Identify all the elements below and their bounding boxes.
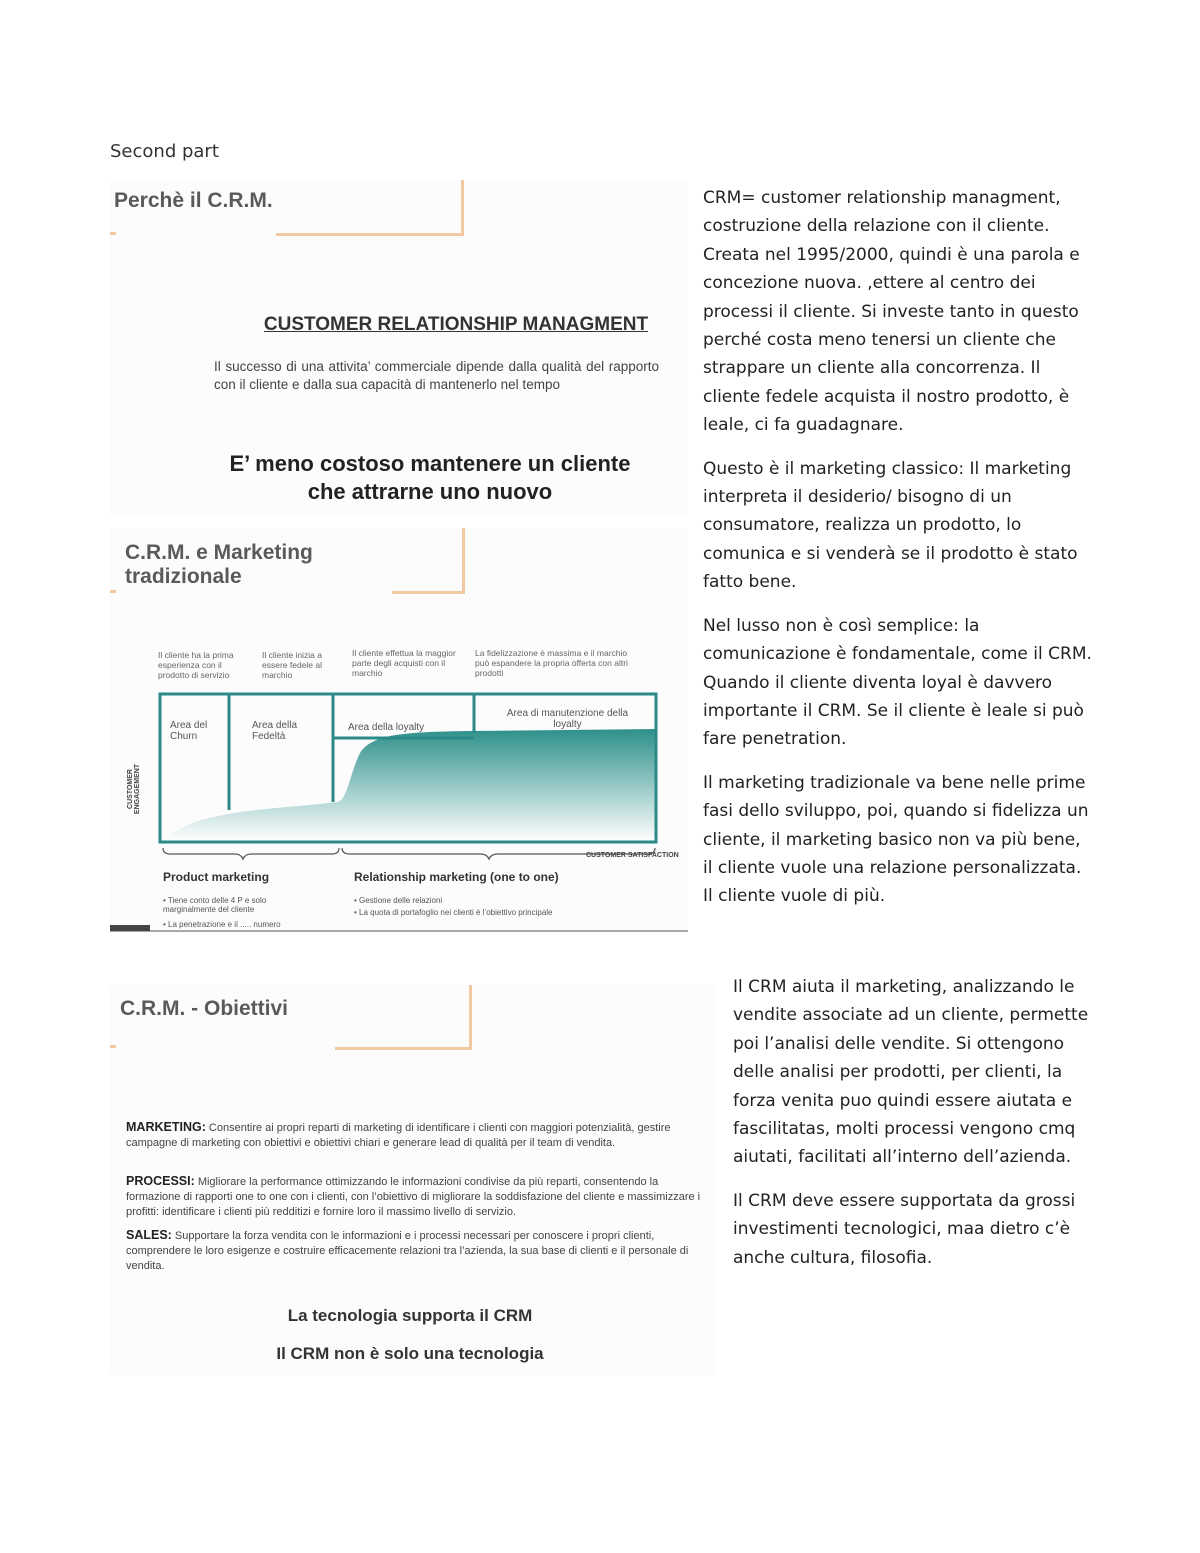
- engagement-curve-area: [165, 729, 656, 841]
- notes-paragraph: Nel lusso non è così semplice: la comunicazione è fondamentale, come il CRM. Quando il cliente diventa loyal è davvero importante il CRM. Se il cliente è leale si può fare penetration.: [703, 615, 1092, 750]
- y-axis-label: CUSTOMER ENGAGEMENT: [127, 763, 141, 815]
- title-bracket-decoration: [276, 180, 464, 236]
- technology-statement-2: Il CRM non è solo una tecnologia: [276, 1344, 544, 1363]
- technology-statement-1: La tecnologia supporta il CRM: [287, 1306, 533, 1325]
- slide-title-line-1: C.R.M. e Marketing: [125, 541, 313, 564]
- area-label-manutenzione: Area di manutenzione della loyalty: [506, 708, 629, 730]
- relationship-marketing-bullet-2: • La quota di portafoglio nei clienti è l’obiettivo principale: [354, 908, 553, 917]
- slide-title-line-2: tradizionale: [125, 565, 242, 588]
- slide-bottom-tab: [110, 925, 150, 931]
- key-message-line-1: E’ meno costoso mantenere un cliente: [229, 451, 631, 476]
- slide-title: Perchè il C.R.M.: [114, 189, 273, 212]
- notes-paragraph: Il CRM deve essere supportata da grossi investimenti tecnologici, maa dietro c’è anche cultura, filosofia.: [733, 1190, 1076, 1268]
- slide-crm-obiettivi: [110, 985, 715, 1375]
- stage-note-3: Il cliente effettua la maggior parte degli acquisti con il marchio: [352, 648, 456, 678]
- product-marketing-bullet-1: • Tiene conto delle 4 P e solo marginalmente del cliente: [163, 896, 267, 914]
- marketing-objective: MARKETING: Consentire ai propri reparti di marketing di identificare i clienti con maggiori potenzialità, gestire campagne di marketing con obiettivi e obiettivi chiari e generare lead di qualità per il team di vendita.: [126, 1120, 671, 1149]
- notes-paragraph: CRM= customer relationship managment, costruzione della relazione con il cliente. Creata nel 1995/2000, quindi è una parola e concezione nuova. ,ettere al centro dei processi il cliente. Si investe tanto in questo perché costa meno tenersi un cliente che strappare un cliente alla concorrenza. Il cliente fedele acquista il nostro prodotto, è leale, ci fa guadagnare.: [703, 188, 1080, 436]
- slide-title: C.R.M. - Obiettivi: [120, 997, 288, 1020]
- product-marketing-title: Product marketing: [163, 870, 270, 884]
- product-marketing-brace: [163, 848, 339, 859]
- processi-objective: PROCESSI: Migliorare la performance ottimizzando le informazioni condivise da più reparti, consentendo la formazione di rapporti one to one con i clienti, con l’obiettivo di migliorare la soddisfazione del cliente e massimizzare i profitti: identificare i clienti più redditizi e fornire loro il massimo livello di servizio.: [126, 1174, 701, 1218]
- area-label-fedelta: Area della Fedeltà: [252, 720, 298, 742]
- area-label-loyalty: Area della loyalty: [348, 722, 425, 733]
- title-bracket-decoration: [335, 985, 472, 1050]
- stage-note-2: Il cliente inizia a essere fedele al marchio: [262, 650, 323, 680]
- relationship-marketing-bullet-1: • Gestione delle relazioni: [354, 896, 443, 905]
- page-heading: Second part: [110, 141, 219, 162]
- slide-body-text: Il successo di una attivita’ commerciale dipende dalla qualità del rapporto con il cliente e dalla sua capacità di mantenerlo nel tempo: [214, 359, 659, 392]
- accent-dash-decoration: [110, 232, 116, 235]
- notes-paragraph: Il marketing tradizionale va bene nelle prime fasi dello sviluppo, poi, quando si fidelizza un cliente, il marketing basico non va più bene, il cliente vuole una relazione personalizzata. Il cliente vuole di più.: [703, 772, 1089, 907]
- slide-crm-marketing-tradizionale: [110, 528, 688, 933]
- stage-note-1: Il cliente ha la prima esperienza con il prodotto di servizio: [158, 650, 234, 680]
- x-axis-label: CUSTOMER SATISFACTION: [586, 852, 679, 859]
- notes-paragraph: Questo è il marketing classico: Il marketing interpreta il desiderio/ bisogno di un consumatore, realizza un prodotto, lo comunica e si venderà se il prodotto è stato fatto bene.: [703, 458, 1078, 593]
- stage-note-4: La fidelizzazione è massima e il marchio può espandere la propria offerta con altri prodotti: [475, 648, 628, 678]
- slide-perche-crm: [110, 180, 688, 515]
- slide-key-message: [200, 450, 660, 506]
- notes-paragraph: Il CRM aiuta il marketing, analizzando le vendite associate ad un cliente, permette poi l’analisi delle vendite. Si ottengono delle analisi per prodotti, per clienti, la forza venita puo quindi essere aiutata e fascilitatas, molti processi vengono cmq aiutati, facilitati all’interno dell’azienda.: [733, 977, 1089, 1168]
- accent-dash-decoration: [110, 1045, 116, 1048]
- relationship-marketing-title: Relationship marketing (one to one): [354, 870, 559, 884]
- sales-objective: SALES: Supportare la forza vendita con le informazioni e i processi necessari per conoscere i propri clienti, comprendere le loro esigenze e costruire efficacemente relazioni tra l’azienda, la sua base di clienti e il personale di vendita.: [126, 1228, 689, 1272]
- slide-heading: CUSTOMER RELATIONSHIP MANAGMENT: [263, 314, 649, 335]
- notes-column-1: [703, 184, 1095, 926]
- area-label-churn: Area del Churn: [170, 720, 208, 742]
- product-marketing-bullet-2: • La penetrazione e il ..... numero: [163, 920, 281, 929]
- notes-column-2: [733, 973, 1095, 1287]
- key-message-line-2: che attrarne uno nuovo: [307, 479, 553, 504]
